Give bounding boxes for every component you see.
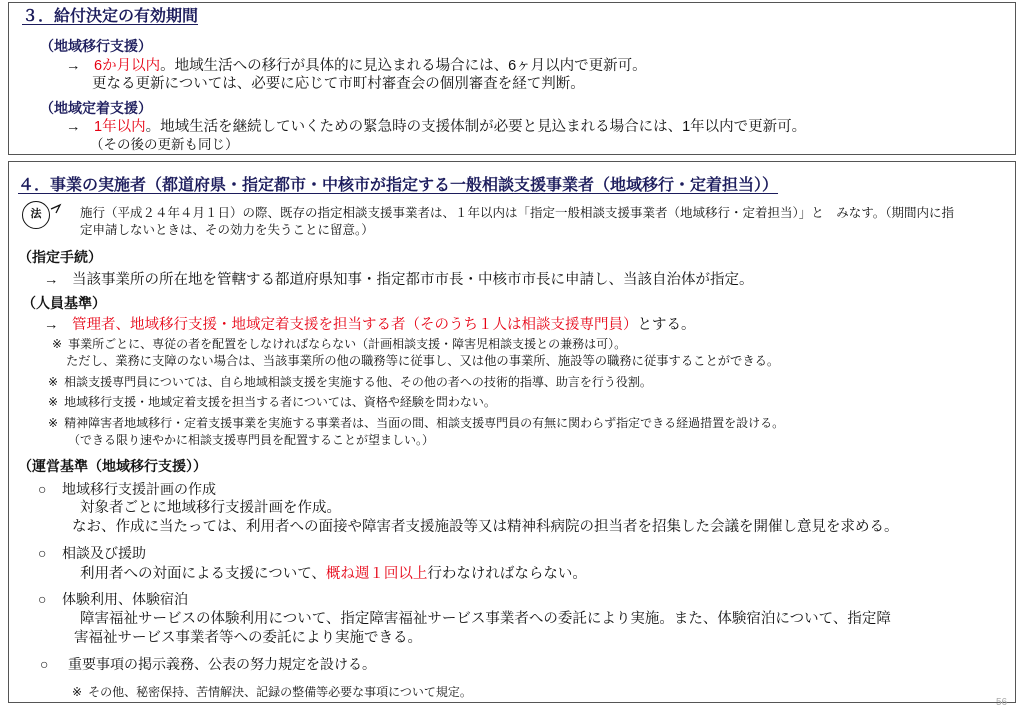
settlement-support-period: 1年以内	[94, 119, 146, 135]
staffing-note	[48, 414, 784, 432]
operations-item-line: 害福祉サービス事業者等への委託により実施できる。	[74, 630, 422, 646]
staffing-highlight: 管理者、地域移行支援・地域定着支援を担当する者（そのうち１人は相談支援専門員）	[72, 317, 638, 333]
designation-line	[44, 271, 754, 289]
note-mark: ※	[48, 416, 59, 430]
transition-support-heading: （地域移行支援）	[40, 38, 152, 54]
section-3-title: ３．給付決定の有効期間	[22, 8, 199, 25]
circle-bullet-icon: ○	[38, 545, 47, 561]
operations-item-title-text: 重要事項の掲示義務、公表の努力規定を設ける。	[68, 656, 376, 672]
law-badge: 法	[22, 201, 50, 229]
circle-bullet-icon: ○	[40, 656, 49, 672]
callout-tail-icon	[50, 203, 64, 223]
operations-item-title	[38, 544, 146, 562]
law-note-line-2: 定申請しないときは、その効力を失うことに留意。）	[80, 223, 374, 237]
staffing-note-continuation: （できる限り速やかに相談支援専門員を配置することが望ましい。）	[68, 433, 435, 447]
law-note-line-1: 施行（平成２４年４月１日）の際、既存の指定相談支援事業者は、１年以内は「指定一般相談支援事業者（地域移行・定着担当）」と みなす。（期間内に指	[80, 206, 955, 220]
operations-item-title-text: 相談及び援助	[62, 545, 146, 561]
operations-item-line	[80, 565, 587, 583]
operations-note-text: その他、秘密保持、苦情解決、記録の整備等必要な事項について規定。	[88, 685, 472, 699]
staffing-note-continuation: ただし、業務に支障のない場合は、当該事業所の他の職務等に従事し、又は他の事業所、施設等の職務に従事することができる。	[66, 354, 780, 368]
settlement-support-text: 。地域生活を継続していくための緊急時の支援体制が必要と見込まれる場合には、1年以内で更新可。	[145, 119, 807, 135]
page-number: 56	[996, 697, 1008, 708]
note-mark: ※	[48, 375, 59, 389]
operations-heading: （運営基準（地域移行支援））	[18, 458, 207, 474]
transition-support-note: 更なる更新については、必要に応じて市町村審査会の個別審査を経て判断。	[92, 76, 585, 92]
operations-item-title	[40, 655, 376, 673]
note-mark: ※	[72, 685, 83, 699]
staffing-note	[48, 373, 652, 391]
operations-item-line: 対象者ごとに地域移行支援計画を作成。	[80, 500, 341, 516]
designation-heading: （指定手続）	[18, 249, 102, 265]
circle-bullet-icon: ○	[38, 481, 47, 497]
circle-bullet-icon: ○	[38, 591, 47, 607]
note-mark: ※	[52, 337, 63, 351]
frequency-highlight: 概ね週１回以上	[325, 566, 428, 582]
staffing-heading: （人員基準）	[22, 295, 106, 311]
arrow-icon: →	[66, 119, 81, 135]
line-text: 行わなければならない。	[427, 566, 587, 582]
section-4-title: ４．事業の実施者（都道府県・指定都市・中核市が指定する一般相談支援事業者（地域移行・定着担当））	[18, 177, 779, 194]
arrow-icon: →	[44, 272, 59, 288]
transition-support-period: 6か月以内	[94, 58, 161, 74]
operations-item-title-text: 地域移行支援計画の作成	[62, 481, 216, 497]
transition-support-text: 。地域生活への移行が具体的に見込まれる場合には、6ヶ月以内で更新可。	[160, 58, 647, 74]
arrow-icon: →	[44, 317, 59, 333]
operations-item-line: なお、作成に当たっては、利用者への面接や障害者支援施設等又は精神科病院の担当者を招集した会議を開催し意見を求める。	[72, 519, 899, 535]
settlement-support-period-line	[66, 118, 806, 136]
operations-item-line: 障害福祉サービスの体験利用について、指定障害福祉サービス事業者への委託により実施。また、体験宿泊について、指定障	[80, 611, 891, 627]
transition-support-period-line	[66, 57, 647, 75]
operations-note	[72, 683, 472, 701]
staffing-note	[48, 393, 496, 411]
operations-item-title	[38, 480, 216, 498]
settlement-support-heading: （地域定着支援）	[40, 100, 152, 116]
staffing-note-text: 地域移行支援・地域定着支援を担当する者については、資格や経験を問わない。	[64, 395, 496, 409]
arrow-icon: →	[66, 58, 81, 74]
staffing-line	[44, 316, 696, 334]
staffing-note-text: 相談支援専門員については、自ら地域相談支援を実施する他、その他の者への技術的指導、助言を行う役割。	[64, 375, 652, 389]
staffing-note-text: 精神障害者地域移行・定着支援事業を実施する事業者は、当面の間、相談支援専門員の有無に関わらず指定できる経過措置を設ける。	[64, 416, 785, 430]
staffing-text: とする。	[637, 317, 696, 333]
note-mark: ※	[48, 395, 59, 409]
line-text: 利用者への対面による支援について、	[80, 566, 326, 582]
staffing-note-text: 事業所ごとに、専従の者を配置をしなければならない（計画相談支援・障害児相談支援との兼務は可）。	[68, 337, 627, 351]
settlement-support-note: （その後の更新も同じ）	[90, 137, 239, 152]
designation-text: 当該事業所の所在地を管轄する都道府県知事・指定都市市長・中核市市長に申請し、当該自治体が指定。	[72, 272, 754, 288]
operations-item-title	[38, 590, 188, 608]
staffing-note	[52, 335, 626, 353]
operations-item-title-text: 体験利用、体験宿泊	[62, 591, 188, 607]
